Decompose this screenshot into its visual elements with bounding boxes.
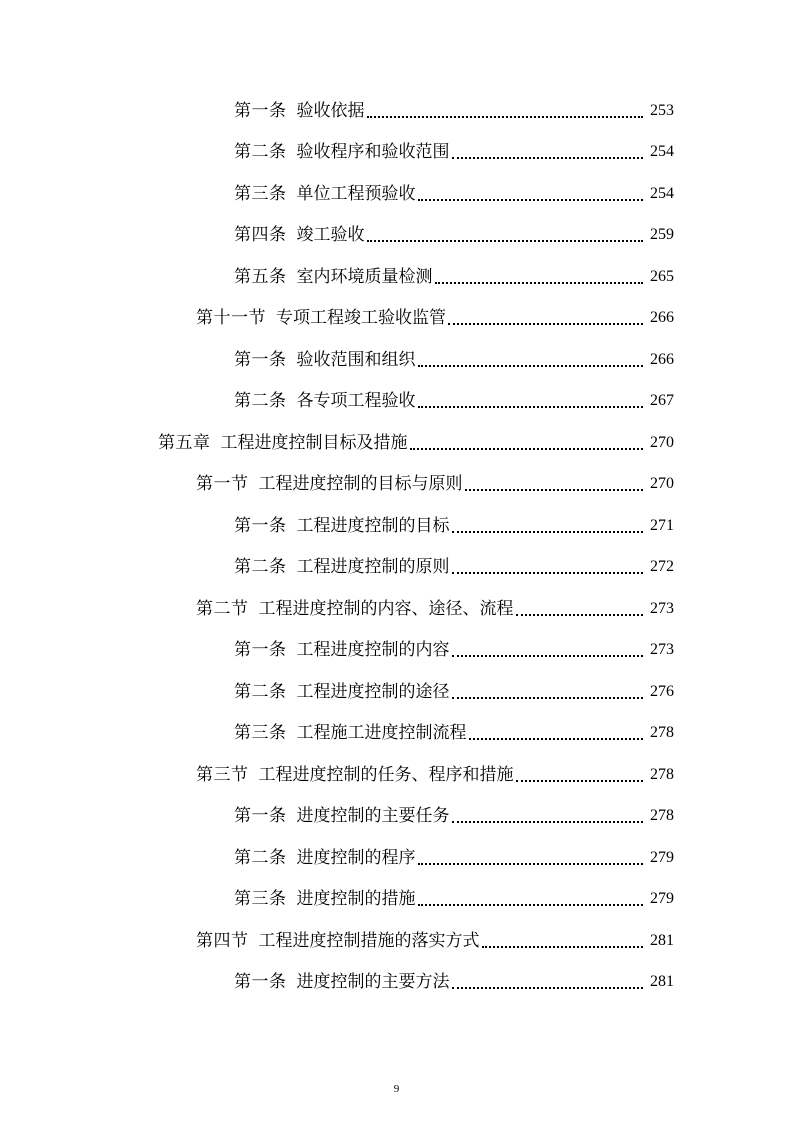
toc-entry[interactable] bbox=[196, 464, 674, 506]
toc-entry-title: 进度控制的主要方法 bbox=[296, 972, 450, 993]
toc-entry-title: 单位工程预验收 bbox=[296, 183, 416, 204]
toc-entry-title: 工程进度控制目标及措施 bbox=[220, 432, 408, 453]
toc-entry[interactable] bbox=[158, 422, 674, 464]
toc-entry-label: 第一条 bbox=[234, 806, 287, 827]
dot-leader bbox=[452, 682, 644, 702]
toc-entry[interactable] bbox=[234, 173, 674, 215]
toc-entry-title: 各专项工程验收 bbox=[296, 391, 416, 412]
toc-entry[interactable] bbox=[234, 837, 674, 879]
toc-entry-page-number: 273 bbox=[650, 599, 674, 617]
toc-entry-label: 第一条 bbox=[234, 972, 287, 993]
toc-entry-title: 专项工程竣工验收监管 bbox=[276, 308, 446, 329]
toc-entry-title: 工程进度控制的途径 bbox=[296, 681, 450, 702]
dot-leader bbox=[418, 391, 644, 411]
toc-entry-title: 工程进度控制的内容、途径、流程 bbox=[258, 598, 514, 619]
toc-entry-label: 第三节 bbox=[196, 764, 249, 785]
toc-entry-title: 室内环境质量检测 bbox=[296, 266, 433, 287]
toc-entry[interactable] bbox=[234, 339, 674, 381]
dot-leader bbox=[418, 184, 644, 204]
toc-entry-title: 工程进度控制的任务、程序和措施 bbox=[258, 764, 514, 785]
dot-leader bbox=[516, 765, 644, 785]
toc-entry-title: 验收程序和验收范围 bbox=[296, 142, 450, 163]
toc-entry-page-number: 259 bbox=[650, 226, 674, 244]
toc-entry-page-number: 273 bbox=[650, 641, 674, 659]
toc-entry-page-number: 270 bbox=[650, 475, 674, 493]
toc-entry[interactable] bbox=[196, 920, 674, 962]
dot-leader bbox=[435, 267, 644, 287]
toc-entry-label: 第二条 bbox=[234, 681, 287, 702]
dot-leader bbox=[418, 889, 644, 909]
dot-leader bbox=[452, 640, 644, 660]
toc-entry[interactable] bbox=[234, 256, 674, 298]
toc-entry-label: 第一条 bbox=[234, 100, 287, 121]
toc-entry[interactable] bbox=[234, 962, 674, 1004]
toc-entry-title: 工程施工进度控制流程 bbox=[296, 723, 467, 744]
toc-entry-page-number: 279 bbox=[650, 848, 674, 866]
toc-entry-page-number: 278 bbox=[650, 807, 674, 825]
toc-entry-page-number: 266 bbox=[650, 309, 674, 327]
toc-entry-page-number: 254 bbox=[650, 184, 674, 202]
toc-entry[interactable] bbox=[234, 671, 674, 713]
toc-entry-page-number: 276 bbox=[650, 682, 674, 700]
dot-leader bbox=[418, 350, 644, 370]
toc-entry-label: 第五章 bbox=[158, 432, 211, 453]
toc-entry[interactable] bbox=[234, 879, 674, 921]
toc-entry-title: 验收依据 bbox=[296, 100, 365, 121]
dot-leader bbox=[452, 972, 644, 992]
toc-entry-page-number: 266 bbox=[650, 350, 674, 368]
toc-entry-label: 第一条 bbox=[234, 640, 287, 661]
toc-entry[interactable] bbox=[234, 713, 674, 755]
toc-entry-label: 第二条 bbox=[234, 847, 287, 868]
toc-entry[interactable] bbox=[196, 298, 674, 340]
toc-entry-label: 第一条 bbox=[234, 349, 287, 370]
dot-leader bbox=[410, 433, 644, 453]
dot-leader bbox=[465, 474, 644, 494]
toc-entry-page-number: 281 bbox=[650, 973, 674, 991]
toc-entry-title: 进度控制的程序 bbox=[296, 847, 416, 868]
toc-entry-page-number: 270 bbox=[650, 433, 674, 451]
toc-entry-label: 第三条 bbox=[234, 723, 287, 744]
toc-entry-label: 第四节 bbox=[196, 930, 249, 951]
toc-entry-title: 工程进度控制的目标 bbox=[296, 515, 450, 536]
toc-entry[interactable] bbox=[234, 215, 674, 257]
toc-entry[interactable] bbox=[196, 588, 674, 630]
toc-entry[interactable] bbox=[234, 796, 674, 838]
dot-leader bbox=[448, 308, 643, 328]
toc-entry-label: 第二条 bbox=[234, 557, 287, 578]
toc-entry-title: 工程进度控制的目标与原则 bbox=[258, 474, 463, 495]
toc-entry-title: 验收范围和组织 bbox=[296, 349, 416, 370]
toc-entry-label: 第一节 bbox=[196, 474, 249, 495]
page-number: 9 bbox=[393, 1083, 400, 1095]
toc-entry-page-number: 271 bbox=[650, 516, 674, 534]
toc-entry-title: 工程进度控制的内容 bbox=[296, 640, 450, 661]
toc-entry-title: 进度控制的主要任务 bbox=[296, 806, 450, 827]
dot-leader bbox=[367, 101, 644, 121]
toc-entry[interactable] bbox=[234, 630, 674, 672]
toc-entry-label: 第四条 bbox=[234, 225, 287, 246]
toc-entry-label: 第二条 bbox=[234, 391, 287, 412]
toc-entry-label: 第三条 bbox=[234, 889, 287, 910]
toc-entry-label: 第二条 bbox=[234, 142, 287, 163]
dot-leader bbox=[516, 599, 644, 619]
toc-entry-title: 进度控制的措施 bbox=[296, 889, 416, 910]
toc-entry-label: 第十一节 bbox=[196, 308, 266, 329]
toc-entry-page-number: 278 bbox=[650, 724, 674, 742]
toc-entry-title: 工程进度控制措施的落实方式 bbox=[258, 930, 480, 951]
toc-entry-page-number: 272 bbox=[650, 558, 674, 576]
toc-entry-label: 第二节 bbox=[196, 598, 249, 619]
toc-entry-page-number: 265 bbox=[650, 267, 674, 285]
toc-entry-page-number: 254 bbox=[650, 143, 674, 161]
dot-leader bbox=[482, 931, 644, 951]
toc-entry-page-number: 279 bbox=[650, 890, 674, 908]
toc-entry-title: 工程进度控制的原则 bbox=[296, 557, 450, 578]
toc-entry-page-number: 278 bbox=[650, 765, 674, 783]
dot-leader bbox=[452, 806, 644, 826]
toc-entry[interactable] bbox=[234, 505, 674, 547]
dot-leader bbox=[469, 723, 644, 743]
toc-entry[interactable] bbox=[196, 754, 674, 796]
toc-entry-label: 第五条 bbox=[234, 266, 287, 287]
toc-entry[interactable] bbox=[234, 132, 674, 174]
toc-entry-title: 竣工验收 bbox=[296, 225, 365, 246]
toc-entry[interactable] bbox=[234, 381, 674, 423]
toc-entry-page-number: 281 bbox=[650, 931, 674, 949]
dot-leader bbox=[452, 557, 644, 577]
dot-leader bbox=[452, 142, 644, 162]
toc-entry-label: 第三条 bbox=[234, 183, 287, 204]
dot-leader bbox=[452, 516, 644, 536]
dot-leader bbox=[418, 848, 644, 868]
table-of-contents bbox=[0, 90, 793, 1003]
toc-entry-page-number: 253 bbox=[650, 101, 674, 119]
toc-entry-label: 第一条 bbox=[234, 515, 287, 536]
toc-entry[interactable] bbox=[234, 547, 674, 589]
dot-leader bbox=[367, 225, 644, 245]
toc-entry[interactable] bbox=[234, 90, 674, 132]
toc-entry-page-number: 267 bbox=[650, 392, 674, 410]
